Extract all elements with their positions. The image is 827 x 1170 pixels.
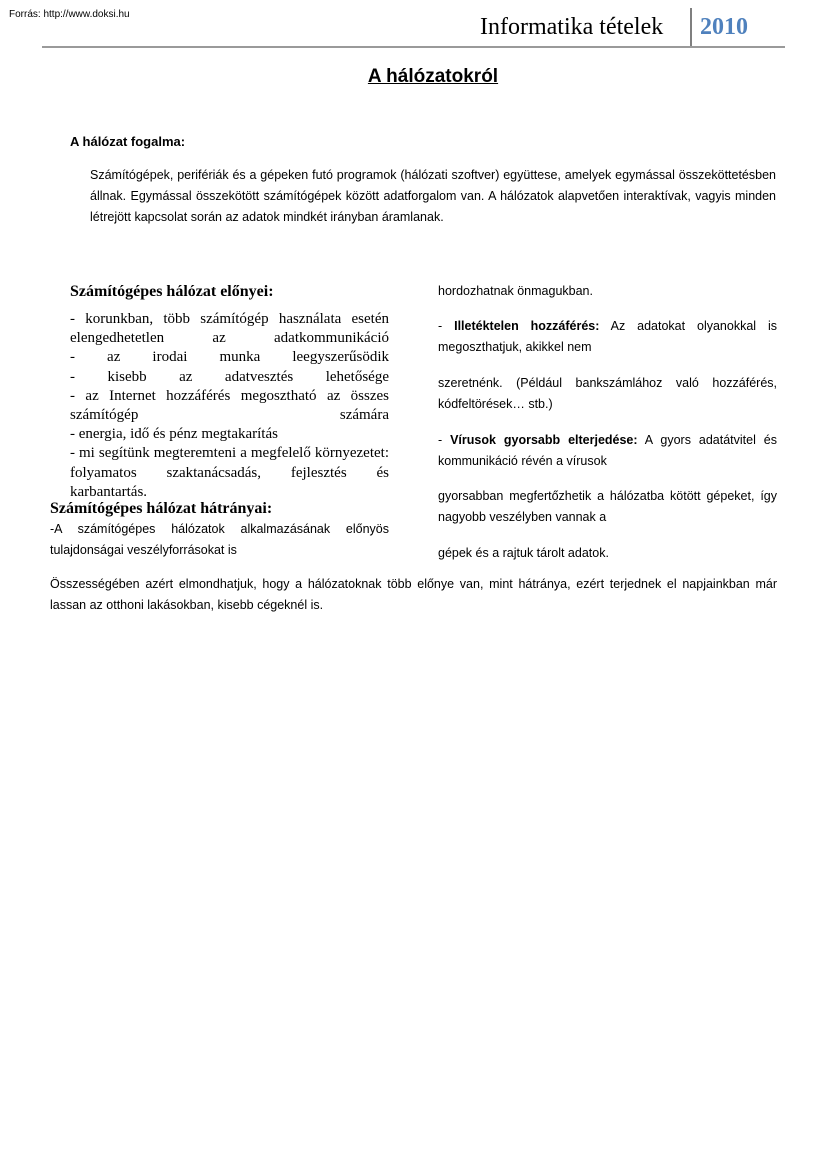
section-heading: A hálózat fogalma: — [70, 134, 186, 149]
source-note: Forrás: http://www.doksi.hu — [9, 9, 130, 20]
item-text: Az adatokat olyanokkal is megoszthatjuk, akikkel nem — [438, 319, 777, 354]
item-bold-label: Vírusok gyorsabb elterjedése: — [450, 433, 638, 447]
header-year: 2010 — [700, 14, 748, 40]
advantages-heading: Számítógépes hálózat előnyei: — [70, 283, 274, 300]
header-title: Informatika tételek — [480, 14, 664, 40]
section-paragraph: Számítógépek, perifériák és a gépeken futó programok (hálózati szoftver) együttese, amelyek egymással összeköttetésben állnak. Egymással összekötött számítógépek között adatforgalom van. A hálózatok alapvetően interaktívak, vagyis minden létrejött kapcsolat során az adatok mindkét irányban áramlanak. — [90, 168, 776, 224]
advantage-item: - energia, idő és pénz megtakarítás — [70, 426, 278, 443]
disadvantage-item-unauthorized-cont: szeretnénk. (Például bankszámlához való hozzáférés, kódfeltörések… stb.) — [438, 376, 777, 411]
header-separator — [690, 8, 692, 48]
document-title: A hálózatokról — [367, 66, 499, 87]
advantages-list — [70, 310, 389, 502]
advantage-item: - korunkban, több számítógép használata esetén elengedhetetlen az adatkommunikáció — [70, 311, 389, 347]
disadvantage-item-viruses-cont2: gépek és a rajtuk tárolt adatok. — [438, 546, 609, 560]
disadvantage-item-unauthorized — [438, 316, 777, 358]
item-text: A gyors adatátvitel és kommunikáció révén a vírusok — [438, 433, 777, 468]
item-dash: - — [438, 319, 455, 333]
disadvantages-continuation: hordozhatnak önmagukban. — [438, 284, 593, 298]
disadvantages-heading: Számítógépes hálózat hátrányai: — [50, 500, 273, 517]
conclusion-paragraph: Összességében azért elmondhatjuk, hogy a hálózatoknak több előnye van, mint hátránya, ezért terjednek el napjainkban már lassan az otthoni lakásokban, kisebb cégeknél is. — [50, 577, 777, 612]
disadvantage-item-viruses-cont: gyorsabban megfertőzhetik a hálózatba kötött gépeket, így nagyobb veszélyben vannak a — [438, 489, 777, 524]
item-bold-label: Illetéktelen hozzáférés: — [454, 319, 600, 333]
advantage-item: - kisebb az adatvesztés lehetősége — [70, 368, 389, 385]
advantage-item: - az Internet hozzáférés megosztható az összes számítógép számára — [70, 387, 389, 424]
item-dash: - — [438, 433, 451, 447]
advantage-item: - az irodai munka leegyszerűsödik — [70, 349, 389, 366]
header-rule — [42, 46, 785, 48]
disadvantages-intro: -A számítógépes hálózatok alkalmazásának előnyös tulajdonságai veszélyforrásokat is — [50, 522, 389, 557]
disadvantage-item-viruses — [438, 430, 777, 472]
advantage-item: - mi segítünk megteremteni a megfelelő környezetet: folyamatos szaktanácsadás, fejlesztés és karbantartás. — [70, 445, 389, 500]
